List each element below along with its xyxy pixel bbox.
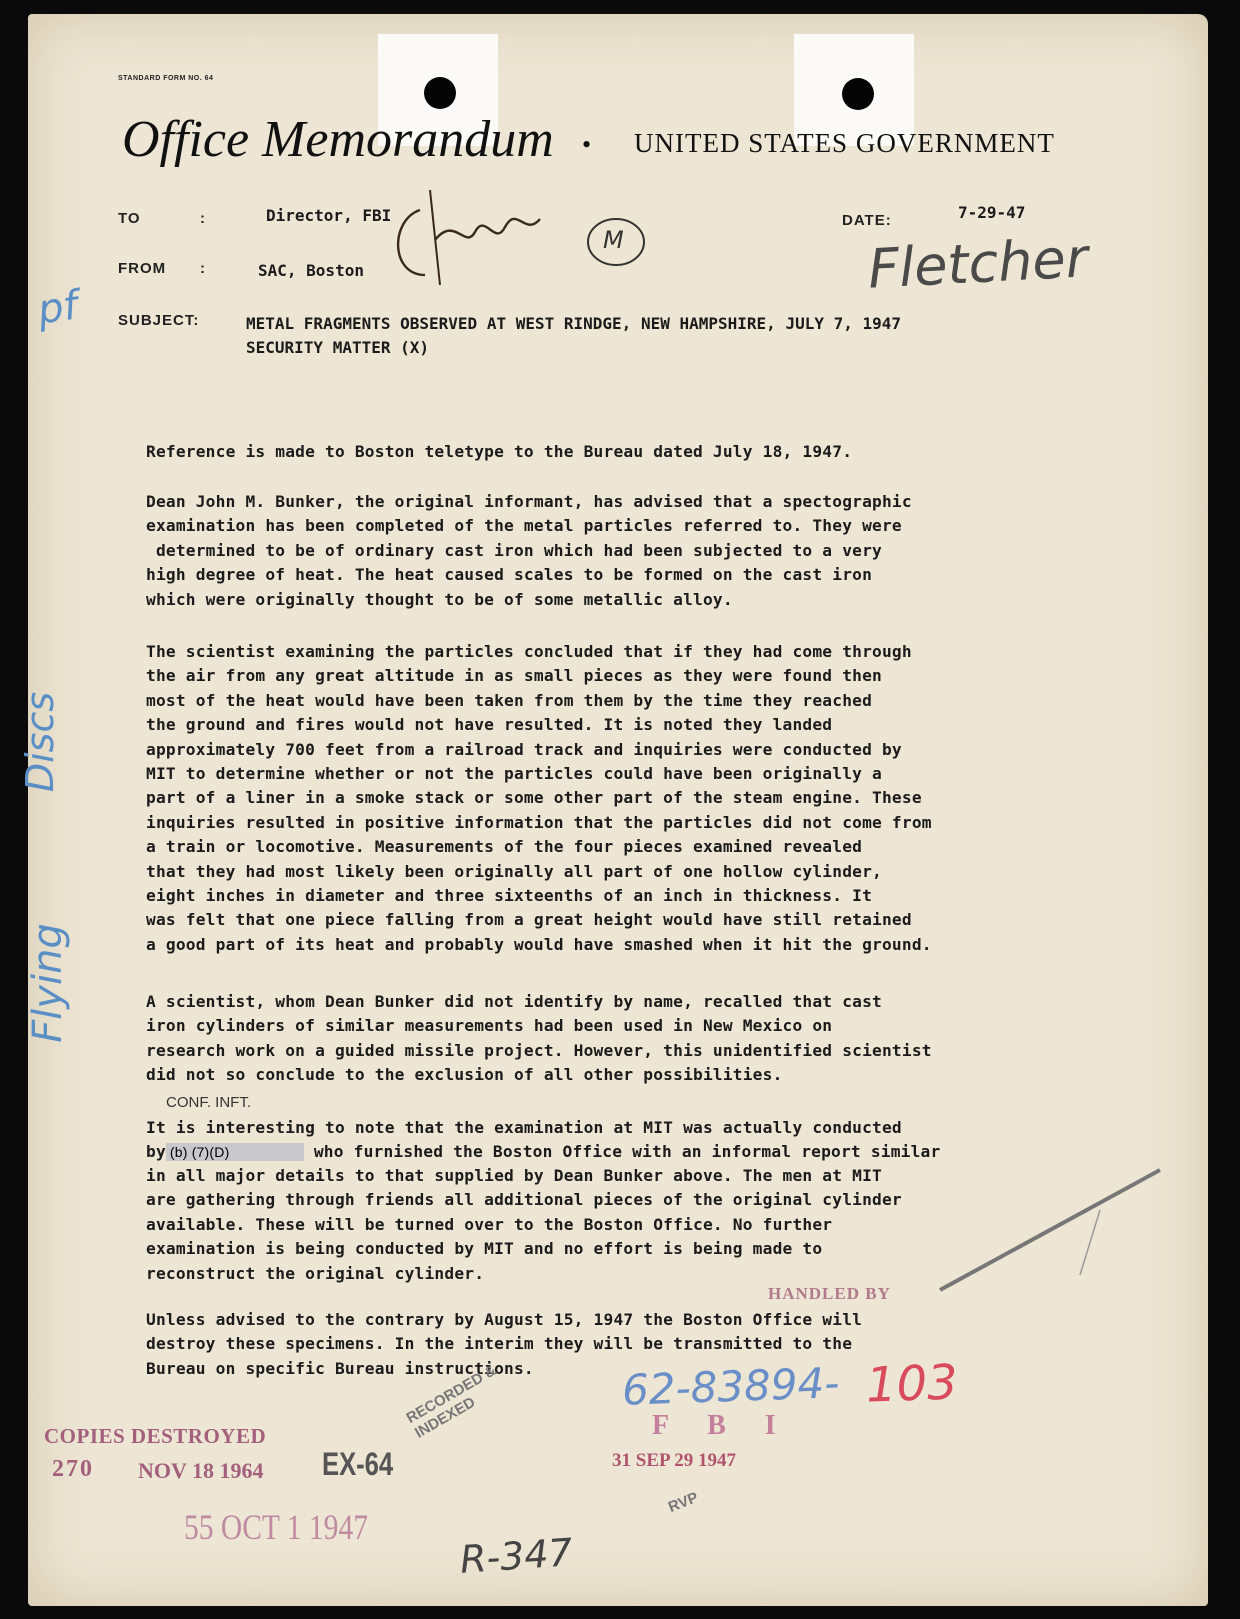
by-word: by [146, 1142, 166, 1161]
recorded-indexed-stamp: RECORDED & INDEXED [403, 1361, 500, 1442]
to-label: TO [118, 210, 141, 227]
ex-number: EX-64 [322, 1446, 394, 1482]
handwritten-file-ref: R-347 [458, 1530, 575, 1582]
signature-fletcher: Fletcher [866, 226, 1090, 301]
from-value: SAC, Boston [258, 261, 364, 280]
margin-note-discs: Discs [18, 691, 63, 793]
handled-strike-line [930, 1150, 1170, 1300]
form-number: STANDARD FORM NO. 64 [118, 75, 214, 82]
handled-by-stamp: HANDLED BY [768, 1284, 891, 1303]
masthead-agency: UNITED STATES GOVERNMENT [634, 128, 1055, 158]
masthead-separator: • [582, 130, 592, 159]
serial-number: 103 [865, 1354, 959, 1414]
paragraph-mit-rest: in all major details to that supplied by Dean Bunker above. The men at MIT are gathering through friends all additional pieces of the original cylinder available. These will be turned over to the Boston Office. No further examination is being conducted by MIT and no effort is being made to reconstruct the original cylinder. [146, 1166, 902, 1283]
paragraph-mit-line-2-rest: who furnished the Boston Office with an informal report similar [313, 1142, 941, 1161]
date-value: 7-29-47 [958, 203, 1026, 222]
punch-hole-left [424, 77, 456, 109]
margin-initials: pf [34, 282, 81, 334]
redaction-block: (b) (7)(D) [166, 1143, 304, 1161]
destroyed-date: NOV 18 1964 [138, 1458, 264, 1483]
subject-line-1: METAL FRAGMENTS OBSERVED AT WEST RINDGE, NEW HAMPSHIRE, JULY 7, 1947 [246, 314, 902, 333]
paragraph-mit-line-2 [146, 1140, 940, 1164]
copies-destroyed-stamp: COPIES DESTROYED [44, 1424, 267, 1448]
to-colon: : [200, 210, 206, 227]
subject-line-2: SECURITY MATTER (X) [246, 338, 430, 357]
to-value: Director, FBI [266, 206, 392, 225]
punch-hole-right [842, 78, 874, 110]
file-number: 62-83894- [621, 1358, 841, 1415]
fbi-date-stamp: 31 SEP 29 1947 [612, 1450, 737, 1471]
fbi-stamp: F B I [652, 1410, 792, 1441]
subject-label: SUBJECT: [118, 312, 200, 329]
paragraph-scientist: The scientist examining the particles concluded that if they had come through the air from any great altitude in as small pieces as they were found then most of the heat would have been taken from them by the time they reached the ground and fires would not have resulted. It is noted they landed approximately 700 feet from a railroad track and inquiries were conducted by MIT to determine whether or not the particles could have been originally a part of a liner in a smoke stack or some other part of the steam engine. These inquiries resulted in positive information that the particles did not come from a train or locomotive. Measurements of the four pieces examined revealed that they had most likely been originally all part of one hollow cylinder, eight inches in diameter and three sixteenths of an inch in thickness. It was felt that one piece falling from a great height would have still retained a good part of its heat and probably would have smashed when it hit the ground. [146, 642, 932, 954]
paragraph-disposition: Unless advised to the contrary by August 15, 1947 the Boston Office will destroy these specimens. In the interim they will be transmitted to the Bureau on specific Bureau instructions. [146, 1310, 863, 1378]
receipt-date-stamp: 55 OCT 1 1947 [184, 1507, 368, 1547]
circled-initial: M [603, 226, 624, 254]
masthead-title: Office Memorandum [122, 111, 554, 168]
signature-carney-mark [380, 180, 580, 300]
conf-informant-note: CONF. INFT. [166, 1094, 251, 1111]
paragraph-guided-missile: A scientist, whom Dean Bunker did not identify by name, recalled that cast iron cylinders of similar measurements had been used in New Mexico on research work on a guided missile project. However, this unidentified scientist did not so conclude to the exclusion of all other possibilities. [146, 992, 932, 1085]
date-label: DATE: [842, 212, 892, 229]
paragraph-mit-line-1: It is interesting to note that the examination at MIT was actually conducted [146, 1118, 902, 1137]
margin-note-flying: Flying [24, 923, 71, 1043]
from-label: FROM [118, 260, 167, 277]
from-colon: : [200, 260, 206, 277]
copies-count: 270 [52, 1456, 94, 1482]
initials-stamp: RVP [665, 1488, 701, 1517]
paragraph-informant: Dean John M. Bunker, the original informant, has advised that a spectographic examination has been completed of the metal particles referred to. They were determined to be of ordinary cast iron which had been subjected to a very high degree of heat. The heat caused scales to be formed on the cast iron which were originally thought to be of some metallic alloy. [146, 492, 912, 609]
paragraph-reference: Reference is made to Boston teletype to the Bureau dated July 18, 1947. [146, 442, 853, 461]
